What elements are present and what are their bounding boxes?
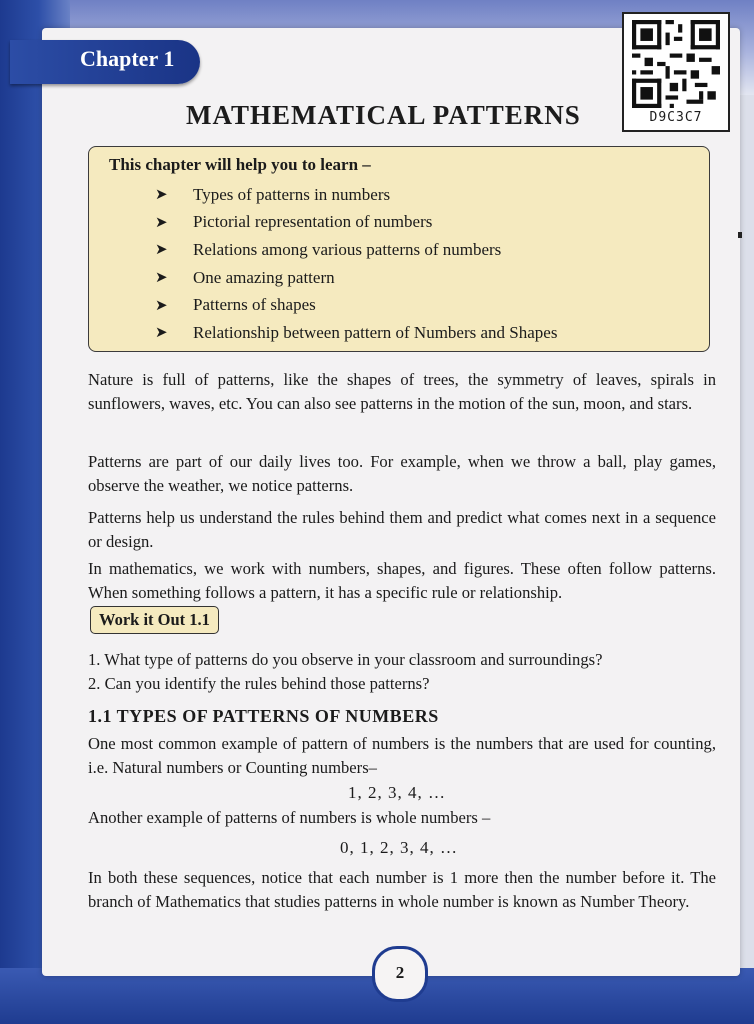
list-item: ➤ Pictorial representation of numbers — [155, 212, 433, 232]
paragraph-nature: Nature is full of patterns, like the shapes of trees, the symmetry of leaves, spirals in sunflowers, waves, etc. You can also see patterns in the motion of the sun, moon, and stars. — [88, 370, 716, 413]
section-intro: One most common example of pattern of numbers is the numbers that are used for counting, i.e. Natural numbers or Counting numbers– — [88, 734, 716, 777]
learning-list — [155, 181, 557, 347]
section-closing: In both these sequences, notice that each number is 1 more then the number before it. The branch of Mathematics that studies patterns in whole number is known as Number Theory. — [88, 868, 716, 911]
arrow-bullet-icon: ➤ — [155, 297, 168, 314]
qr-code-box[interactable] — [622, 12, 730, 132]
list-item: ➤ Patterns of shapes — [155, 295, 316, 315]
qr-code-text: D9C3C7 — [649, 110, 703, 125]
paragraph-mathematics: In mathematics, we work with numbers, shapes, and figures. These often follow patterns. When something follows a pattern, it has a specific rule or relationship. — [88, 559, 716, 602]
list-item: ➤ One amazing pattern — [155, 267, 335, 287]
arrow-bullet-icon: ➤ — [155, 187, 168, 204]
arrow-bullet-icon: ➤ — [155, 270, 168, 287]
question-1: 1. What type of patterns do you observe in your classroom and surroundings? — [88, 650, 603, 669]
section-heading: 1.1 TYPES OF PATTERNS OF NUMBERS — [88, 706, 439, 726]
learning-heading: This chapter will help you to learn – — [109, 155, 371, 174]
edge-mark — [738, 232, 742, 238]
arrow-bullet-icon: ➤ — [155, 214, 168, 231]
chapter-label: Chapter 1 — [80, 46, 175, 71]
arrow-bullet-icon: ➤ — [155, 325, 168, 342]
arrow-bullet-icon: ➤ — [155, 242, 168, 259]
question-2: 2. Can you identify the rules behind those patterns? — [88, 674, 430, 693]
paragraph-daily-life: Patterns are part of our daily lives too. For example, when we throw a ball, play games, observe the weather, we notice patterns. — [88, 452, 716, 495]
qr-code-icon — [632, 20, 720, 108]
work-it-out-label: Work it Out 1.1 — [90, 606, 219, 634]
natural-numbers-sequence: 1, 2, 3, 4, … — [348, 783, 446, 802]
whole-numbers-sequence: 0, 1, 2, 3, 4, … — [340, 838, 458, 857]
list-item: ➤ Relations among various patterns of numbers — [155, 239, 502, 259]
chapter-tab — [10, 40, 200, 84]
learning-objectives-box — [88, 146, 710, 352]
list-item: ➤ Types of patterns in numbers — [155, 184, 391, 204]
page-number: 2 — [372, 946, 428, 1002]
whole-numbers-intro: Another example of patterns of numbers is whole numbers – — [88, 808, 491, 827]
paragraph-rules: Patterns help us understand the rules behind them and predict what comes next in a sequence or design. — [88, 508, 716, 551]
list-item: ➤ Relationship between pattern of Numbers and Shapes — [155, 322, 558, 342]
chapter-title: MATHEMATICAL PATTERNS — [186, 100, 581, 130]
